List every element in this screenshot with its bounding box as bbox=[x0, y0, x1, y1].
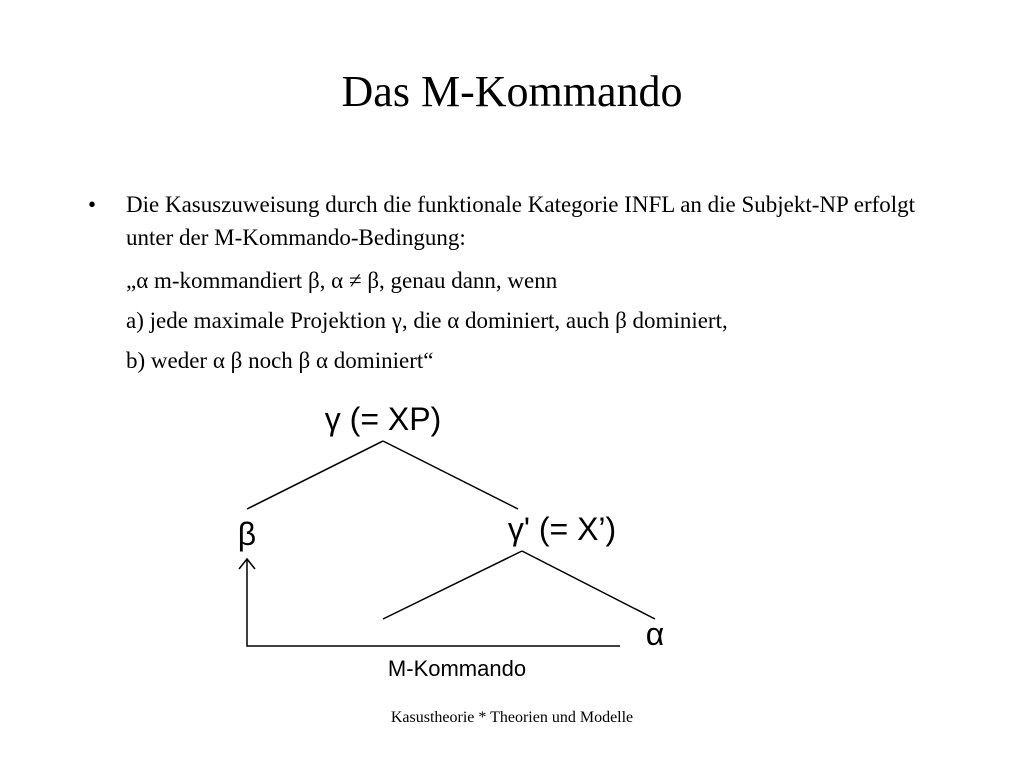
m-command-label: M-Kommando bbox=[387, 656, 527, 681]
slide-title: Das M-Kommando bbox=[341, 67, 683, 116]
edge-intermediate-left bbox=[383, 551, 522, 619]
definition-line: „α m-kommandiert β, α ≠ β, genau dann, wenn bbox=[126, 268, 558, 293]
edge-root-left bbox=[247, 441, 383, 509]
alpha-node-label: α bbox=[645, 616, 665, 652]
root-node-label: γ (= XP) bbox=[324, 401, 442, 437]
edge-root-intermediate bbox=[383, 441, 518, 509]
condition-a-line: a) jede maximale Projektion γ, die α dominiert, auch β dominiert, bbox=[126, 308, 728, 333]
intermediate-node-label: γ' (= X’) bbox=[507, 511, 617, 547]
bullet-text: Die Kasuszuweisung durch die funktionale Kategorie INFL an die Subjekt-NP erfolgt unter der M-Kommando-Bedingung: bbox=[126, 192, 916, 250]
edge-intermediate-alpha bbox=[522, 551, 655, 619]
bullet-marker: • bbox=[88, 192, 97, 217]
condition-b-line: b) weder α β noch β α dominiert“ bbox=[126, 348, 434, 373]
slide-footer: Kasustheorie * Theorien und Modelle bbox=[390, 709, 634, 726]
beta-node-label: β bbox=[237, 516, 257, 552]
